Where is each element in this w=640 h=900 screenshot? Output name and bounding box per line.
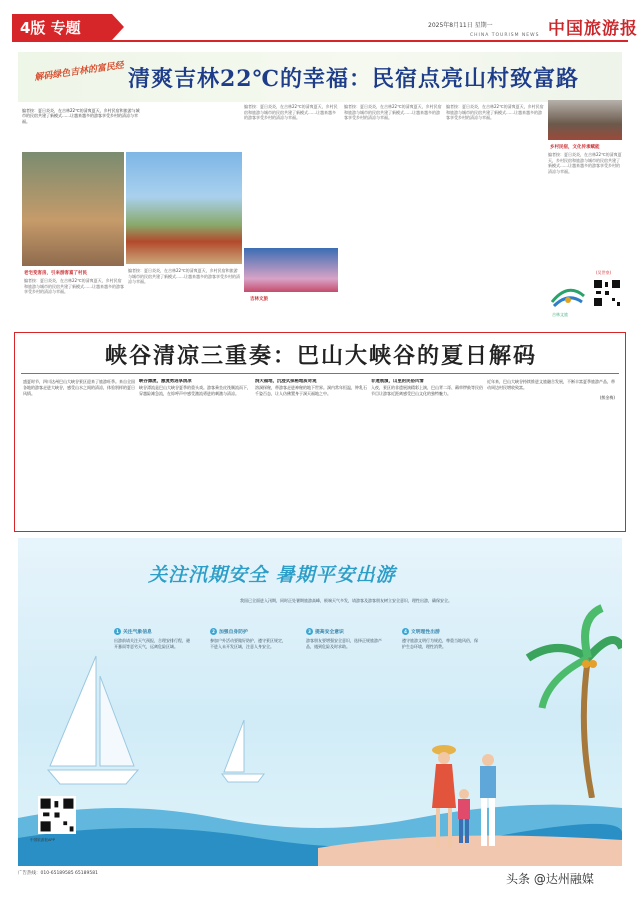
section-jilin-col-5: 编者按：夏日炎炎，在吉林22℃的清爽夏天，乡村民宿和旅游与城市的民宿共建了新模式……让越来越多的游客享受乡村的清凉与幸福。 (446, 104, 544, 121)
section-bashan-col-3-text: 溶洞探秘，带游客走进神秘的地下世界。洞内常年恒温，钟乳石千姿百态，让人仿佛置身于洞天福地之中。 (255, 384, 367, 396)
safety-card-3 (306, 628, 382, 726)
safety-card-4-num: 4 (402, 628, 409, 635)
family-figures-icon (418, 738, 518, 858)
section-bashan-col-1-text: 盛夏时节，四川达州巴山大峡谷景区迎来了旅游旺季。来自全国各地的游客走进大峡谷，感受山水之间的清凉，体验别样的夏日风情。 (23, 379, 135, 396)
palm-tree-icon (518, 598, 622, 798)
section-bashan-col-4-text: 入夜，景区的非遗展演精彩上演，巴山背二哥、薅草锣鼓等民俗节目让游客近距离感受巴山文化的独特魅力。 (371, 384, 483, 396)
safety-card-3-head (306, 628, 382, 635)
app-qr-code-icon[interactable] (38, 796, 76, 834)
safety-card-1-head (114, 628, 190, 635)
section-bashan-subhead-1: 峡谷漂流，激流勇进享清凉 (139, 379, 192, 384)
safety-card-2-num: 2 (210, 628, 217, 635)
section-bashan-canyon (14, 332, 626, 532)
section-bashan-col-4 (371, 379, 483, 525)
section-bashan-col-2-text: 峡谷漂流是巴山大峡谷夏季的重头戏。游客乘坐皮筏顺流而下，穿越险滩急流，在惊呼声中感受激流勇进的刺激与清凉。 (139, 384, 251, 396)
section-jilin-col-2: 编者按：夏日炎炎，在吉林22℃的清爽夏天，乡村民宿和旅游与城市的民宿共建了新模式……让越来越多的游客享受乡村的清凉与幸福。 (128, 268, 240, 285)
jilin-logo-text: 吉林文旅 (552, 312, 568, 317)
safety-card-4 (402, 628, 478, 726)
section-bashan-col-5 (487, 379, 615, 525)
safety-card-4-text: 遵守旅游文明行为规范，尊重当地风俗，保护生态环境，理性消费。 (402, 638, 478, 650)
app-qr-caption: 中国旅游报APP (30, 838, 55, 842)
small-sailboat-icon (218, 716, 268, 786)
section-safety-title[interactable]: 关注汛期安全 暑期平安出游 (148, 564, 396, 586)
section-bashan-author: (熊金梅) (599, 394, 615, 400)
photo-performance (244, 248, 338, 292)
masthead: 中国旅游报 (548, 19, 638, 39)
english-name: CHINA TOURISM NEWS (470, 33, 540, 38)
section-jilin-slogan: 解码绿色吉林的富民经 (33, 60, 125, 84)
safety-card-4-title: 文明理性出游 (411, 630, 440, 635)
safety-card-3-title: 提高安全意识 (315, 630, 344, 635)
safety-card-1-title: 关注气象信息 (123, 630, 152, 635)
section-safety-intro: 我国已全面进入汛期，同时正处暑期旅游高峰，极端天气多发，请游客及游客朋友树立安全意识，理性出游，确保安全。 (240, 598, 452, 603)
section-bashan-subhead-3: 非遗展演，山里的民俗风情 (371, 379, 424, 384)
safety-card-4-head (402, 628, 478, 635)
safety-card-3-num: 3 (306, 628, 313, 635)
section-bashan-col-5-text: 近年来，巴山大峡谷持续推进文旅融合发展，不断丰富夏季旅游产品，带动周边村民增收致富。 (487, 379, 615, 390)
section-jilin-author: (吴世豪) (596, 270, 612, 275)
section-jilin-subhead-3: 乡村民宿，文化传承赋能 (550, 145, 600, 150)
page-label: 4版 专题 (12, 14, 112, 40)
section-jilin-col-6: 编者按：夏日炎炎，在吉林22℃的清爽夏天，乡村民宿和旅游与城市的民宿共建了新模式……让越来越多的游客享受乡村的清凉与幸福。 (548, 152, 622, 174)
source-watermark[interactable]: 头条 @达州融媒 (506, 872, 594, 886)
header-rule (12, 40, 628, 42)
section-bashan-title[interactable]: 峡谷清凉三重奏：巴山大峡谷的夏日解码 (105, 343, 538, 369)
safety-card-2-text: 参加户外活动要做好防护，遵守景区规定，不进入未开发区域，注意人身安全。 (210, 638, 286, 650)
section-jilin-title[interactable]: 清爽吉林22℃的幸福：民宿点亮山村致富路 (128, 66, 579, 92)
photo-village-house (126, 152, 242, 264)
qr-code-icon[interactable] (592, 278, 622, 308)
safety-card-1-num: 1 (114, 628, 121, 635)
section-jilin-lead: 编者按：夏日炎炎，在吉林22℃的清爽夏天，乡村民宿和旅游与城市的民宿共建了新模式……让越来越多的游客享受乡村的清凉与幸福。 (22, 108, 140, 124)
section-jilin-col-4: 编者按：夏日炎炎，在吉林22℃的清爽夏天，乡村民宿和旅游与城市的民宿共建了新模式……让越来越多的游客享受乡村的清凉与幸福。 (344, 104, 442, 121)
safety-card-2-head (210, 628, 286, 635)
section-bashan-rule (21, 373, 619, 374)
section-jilin-subhead-2: 吉林文旅 (250, 297, 268, 302)
section-jilin-col-1: 编者按：夏日炎炎，在吉林22℃的清爽夏天，乡村民宿和旅游与城市的民宿共建了新模式……让越来越多的游客享受乡村的清凉与幸福。 (24, 278, 124, 295)
page-header (0, 0, 640, 46)
photo-family-guesthouse (22, 152, 124, 266)
section-jilin-col-3: 编者按：夏日炎炎，在吉林22℃的清爽夏天，乡村民宿和旅游与城市的民宿共建了新模式……让越来越多的游客享受乡村的清凉与幸福。 (244, 104, 338, 121)
date-line: 2025年8月11日 星期一 (428, 22, 493, 29)
section-bashan-subhead-2: 洞天福地，沉浸式探秘地质奇观 (255, 379, 317, 384)
safety-card-3-text: 游客朋友要增强安全意识，选择正规旅游产品，遇到危险及时求助。 (306, 638, 382, 650)
section-jilin-subhead-1: 老宅变客房，引来游客富了村民 (24, 271, 87, 276)
section-flood-safety (18, 538, 622, 866)
photo-landscape (548, 100, 622, 140)
safety-card-1-text: 出游前请关注天气预报，合理安排行程，避开暴雨等恶劣天气，远离危险区域。 (114, 638, 190, 650)
section-bashan-col-2 (139, 379, 251, 525)
safety-card-2 (210, 628, 286, 726)
ad-hotline: 广告热线：010-65189585 65189581 (18, 871, 98, 876)
section-bashan-col-1 (23, 379, 135, 525)
section-jilin (18, 52, 622, 322)
section-bashan-col-3 (255, 379, 367, 525)
sailboat-icon (38, 646, 148, 796)
sea-wave-icon (18, 788, 622, 866)
safety-card-2-title: 加强自身防护 (219, 630, 248, 635)
